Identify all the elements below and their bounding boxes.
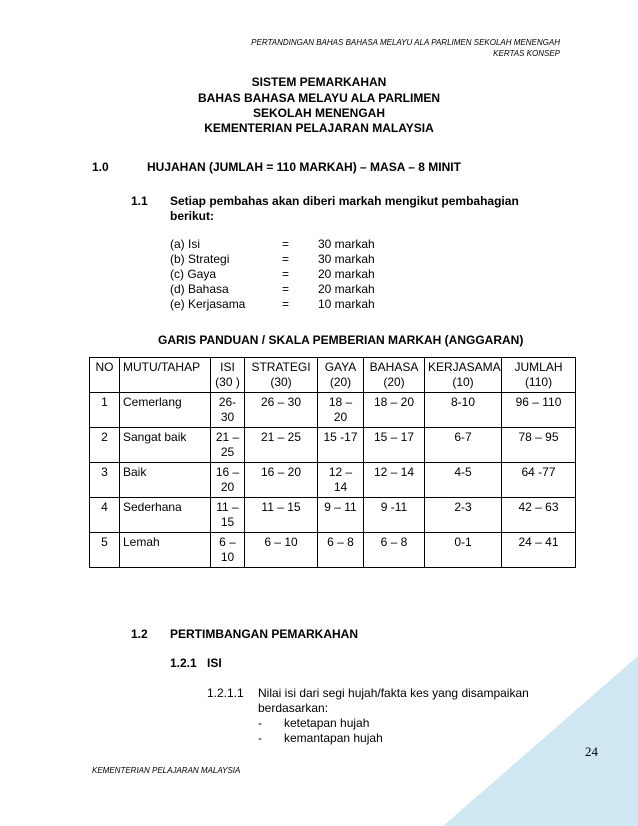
bullet-marker: - [258,716,262,730]
table-cell: 9 – 11 [318,498,364,533]
header-cell: JUMLAH (110) [502,358,576,393]
table-cell: 4 [90,498,120,533]
running-header-title: PERTANDINGAN BAHAS BAHASA MELAYU ALA PARLIMEN SEKOLAH MENENGAH [251,38,560,47]
subsection-1-1-text-line-1: Setiap pembahas akan diberi markah mengikut pembahagian [170,194,519,208]
bullet-item: ketetapan hujah [284,716,370,730]
table-row [90,498,576,533]
subsection-1-1-number: 1.1 [131,194,148,208]
table-header-row [90,358,576,393]
marks-list-item [170,252,410,267]
doc-title-line-2: BAHAS BAHASA MELAYU ALA PARLIMEN [197,91,440,105]
doc-title-line-1: SISTEM PEMARKAHAN [251,75,387,89]
table-cell: 5 [90,533,120,568]
running-header-subtitle: KERTAS KONSEP [493,49,560,58]
table-cell: 9 -11 [364,498,425,533]
mark-equals: = [282,237,290,251]
table-cell: 3 [90,463,120,498]
mark-value: 20 markah [318,282,375,296]
table-cell: 2-3 [425,498,502,533]
subsection-1-2-1-1-line-2: berdasarkan: [258,701,329,715]
mark-label: (a) Isi [170,237,200,251]
table-cell: 6 – 10 [211,533,245,568]
table-cell: 21 – 25 [245,428,318,463]
table-cell: 4-5 [425,463,502,498]
marks-list-item [170,297,410,312]
page-number: 24 [585,744,598,759]
table-cell: Sangat baik [120,428,211,463]
table-row [90,463,576,498]
section-1-number: 1.0 [92,160,109,174]
header-cell: STRATEGI (30) [245,358,318,393]
mark-value: 30 markah [318,237,375,251]
table-cell: 64 -77 [502,463,576,498]
mark-label: (d) Bahasa [170,282,229,296]
header-cell: GAYA (20) [318,358,364,393]
table-cell: 15 -17 [318,428,364,463]
subsection-1-2-1-number: 1.2.1 [170,656,197,670]
doc-title-line-3: SEKOLAH MENENGAH [252,106,385,120]
subsection-1-2-1-heading: ISI [207,656,222,670]
mark-equals: = [282,252,290,266]
doc-title-line-4: KEMENTERIAN PELAJARAN MALAYSIA [204,121,434,135]
table-row [90,393,576,428]
mark-equals: = [282,282,290,296]
table-cell: 21 – 25 [211,428,245,463]
subsection-1-1-text-line-2: berikut: [170,209,215,223]
table-cell: 16 – 20 [211,463,245,498]
header-cell: BAHASA (20) [364,358,425,393]
header-cell: ISI (30 ) [211,358,245,393]
table-cell: 18 – 20 [364,393,425,428]
table-cell: 24 – 41 [502,533,576,568]
table-cell: 26 – 30 [245,393,318,428]
table-cell: 78 – 95 [502,428,576,463]
mark-label: (e) Kerjasama [170,297,246,311]
table-cell: Cemerlang [120,393,211,428]
table-cell: 42 – 63 [502,498,576,533]
mark-value: 30 markah [318,252,375,266]
bullet-marker: - [258,731,262,745]
marks-list-item [170,282,410,297]
mark-equals: = [282,297,290,311]
table-cell: 6 – 8 [364,533,425,568]
table-cell: 16 – 20 [245,463,318,498]
table-title: GARIS PANDUAN / SKALA PEMBERIAN MARKAH (ANGGARAN) [158,333,524,347]
table-cell: 2 [90,428,120,463]
subsection-1-2-number: 1.2 [131,627,148,641]
subsection-1-2-1-1-number: 1.2.1.1 [207,686,244,700]
table-cell: 0-1 [425,533,502,568]
marking-scale-table [89,357,576,568]
table-cell: 18 – 20 [318,393,364,428]
page-footer: KEMENTERIAN PELAJARAN MALAYSIA [92,766,241,775]
mark-label: (b) Strategi [170,252,230,266]
table-cell: 12 – 14 [364,463,425,498]
table-cell: 6 – 10 [245,533,318,568]
subsection-1-2-heading: PERTIMBANGAN PEMARKAHAN [170,627,358,641]
table-cell: 11 – 15 [211,498,245,533]
mark-value: 20 markah [318,267,375,281]
table-cell: 1 [90,393,120,428]
table-cell: 15 – 17 [364,428,425,463]
table-cell: Sederhana [120,498,211,533]
marks-list [170,237,410,312]
table-cell: 96 – 110 [502,393,576,428]
table-cell: 6 – 8 [318,533,364,568]
mark-equals: = [282,267,290,281]
table-row [90,428,576,463]
marks-list-item [170,237,410,252]
header-cell: KERJASAMA (10) [425,358,502,393]
header-cell: NO [90,358,120,393]
subsection-1-2-1-1-line-1: Nilai isi dari segi hujah/fakta kes yang disampaikan [258,686,529,700]
mark-value: 10 markah [318,297,375,311]
marks-list-item [170,267,410,282]
table-row [90,533,576,568]
header-cell: MUTU/TAHAP [120,358,211,393]
table-cell: Lemah [120,533,211,568]
table-cell: 26-30 [211,393,245,428]
table-cell: Baik [120,463,211,498]
section-1-heading: HUJAHAN (JUMLAH = 110 MARKAH) – MASA – 8 MINIT [147,160,461,174]
table-cell: 12 – 14 [318,463,364,498]
corner-decoration [443,656,638,826]
table-cell: 8-10 [425,393,502,428]
bullet-item: kemantapan hujah [284,731,383,745]
table-cell: 6-7 [425,428,502,463]
table-cell: 11 – 15 [245,498,318,533]
mark-label: (c) Gaya [170,267,217,281]
